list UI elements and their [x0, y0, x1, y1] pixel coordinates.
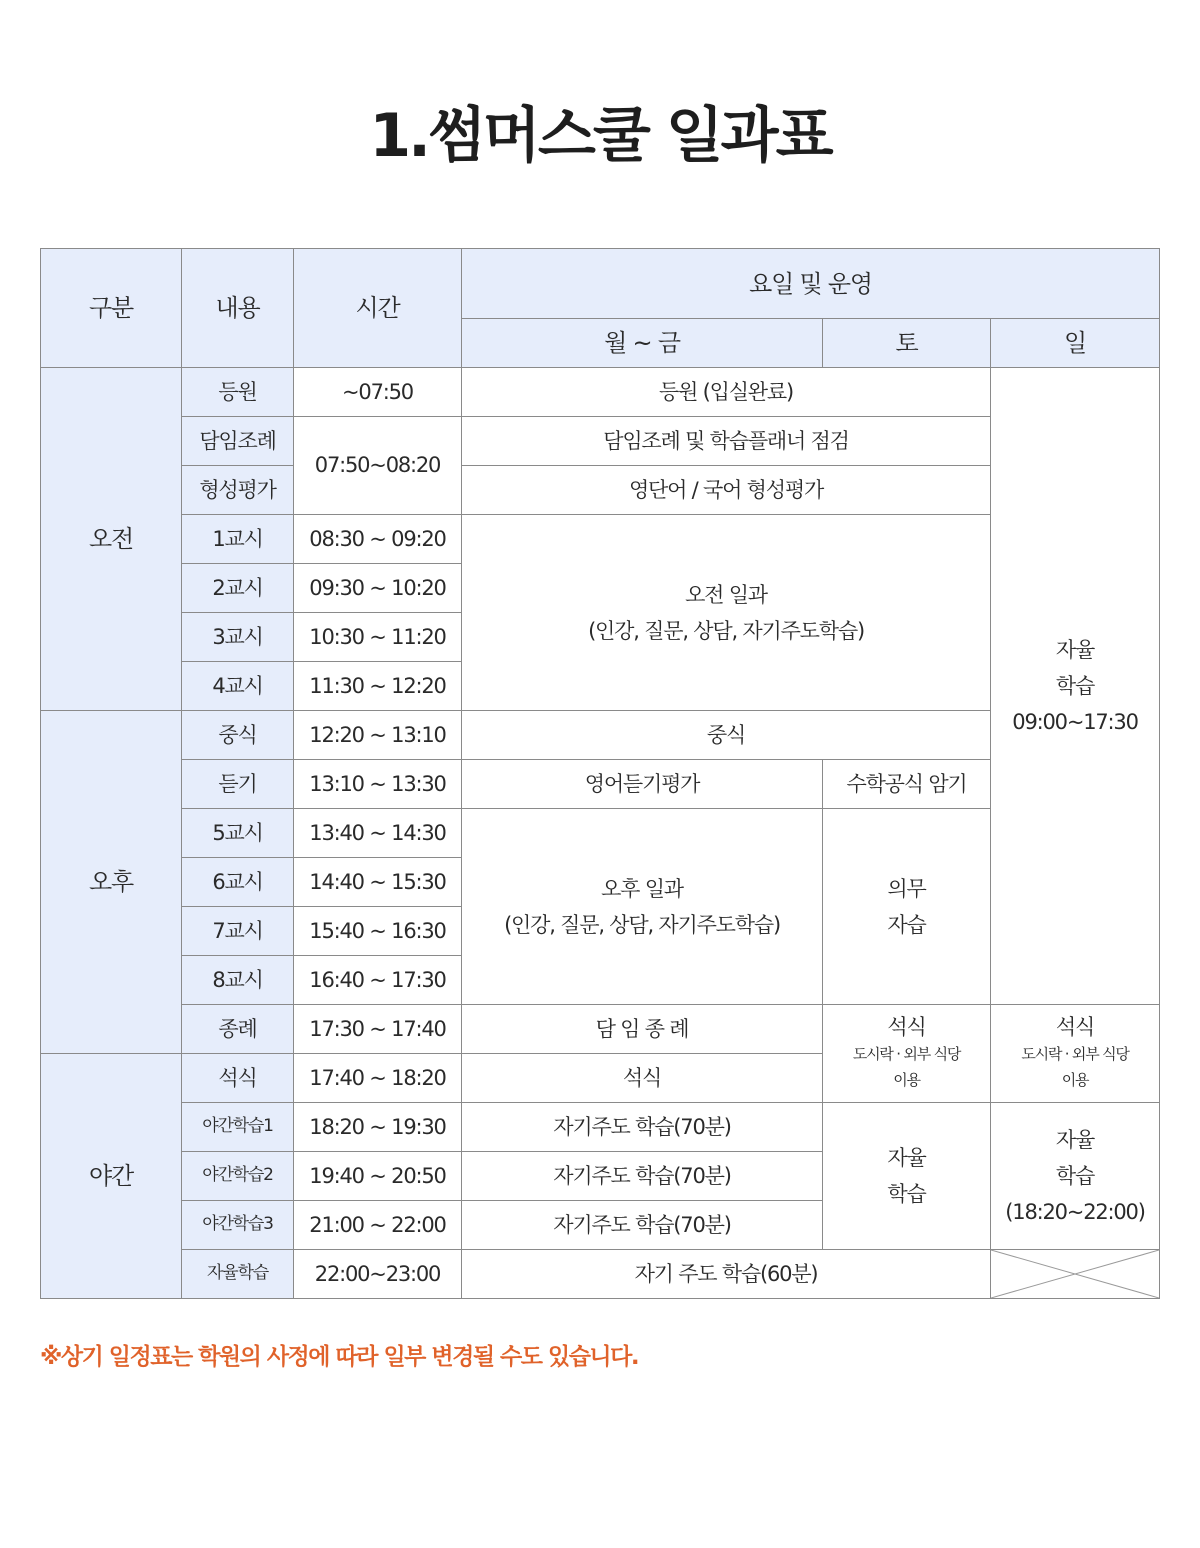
time-cell: 09:30 ~ 10:20: [294, 564, 462, 613]
content-cell: 야간학습1: [182, 1103, 294, 1152]
cell-arrival: 등원 (입실완료): [462, 368, 991, 417]
cell-afternoon-routine: [462, 809, 823, 1005]
disclaimer-note: ※상기 일정표는 학원의 사정에 따라 일부 변경될 수도 있습니다.: [40, 1344, 639, 1370]
cell-math: 수학공식 암기: [823, 760, 991, 809]
content-cell: 4교시: [182, 662, 294, 711]
sat-dinner-line-2: 도시락 · 외부 식당: [852, 1044, 961, 1063]
time-cell: 17:40 ~ 18:20: [294, 1054, 462, 1103]
content-cell: 8교시: [182, 956, 294, 1005]
content-cell: 7교시: [182, 907, 294, 956]
mandatory-line-2: 자습: [887, 912, 926, 937]
content-cell: 5교시: [182, 809, 294, 858]
cell-dinner: 석식: [462, 1054, 823, 1103]
header-category: 구분: [41, 249, 182, 368]
afternoon-line-1: 오후 일과: [601, 876, 683, 901]
time-cell: ~07:50: [294, 368, 462, 417]
sun-night-line-2: 학습: [1055, 1164, 1095, 1188]
content-cell: 자율학습: [182, 1250, 294, 1299]
content-cell: 형성평가: [182, 466, 294, 515]
header-time: 시간: [294, 249, 462, 368]
sun-day-line-2: 학습: [1055, 674, 1095, 698]
content-cell: 듣기: [182, 760, 294, 809]
page-title: 1.썸머스쿨 일과표: [369, 101, 831, 171]
cell-sunday-self-study: [991, 368, 1160, 1005]
cell-night-3: 자기주도 학습(70분): [462, 1201, 823, 1250]
cell-lunch: 중식: [462, 711, 991, 760]
content-cell: 6교시: [182, 858, 294, 907]
cell-night-1: 자기주도 학습(70분): [462, 1103, 823, 1152]
cell-sat-self-study: [823, 1103, 991, 1250]
section-morning: 오전: [41, 368, 182, 711]
header-content: 내용: [182, 249, 294, 368]
sun-day-line-3: 09:00~17:30: [1012, 710, 1138, 734]
time-cell: 19:40 ~ 20:50: [294, 1152, 462, 1201]
time-cell: 12:20 ~ 13:10: [294, 711, 462, 760]
sun-dinner-line-1: 석식: [1055, 1015, 1095, 1040]
header-sunday: 일: [991, 319, 1160, 368]
time-cell: 15:40 ~ 16:30: [294, 907, 462, 956]
cell-night-2: 자기주도 학습(70분): [462, 1152, 823, 1201]
time-cell: 22:00~23:00: [294, 1250, 462, 1299]
sat-self-line-1: 자율: [887, 1146, 926, 1170]
afternoon-line-2: (인강, 질문, 상담, 자기주도학습): [504, 912, 780, 937]
header-saturday: 토: [823, 319, 991, 368]
cell-closing: 담 임 종 례: [462, 1005, 823, 1054]
cell-sat-dinner: [823, 1005, 991, 1103]
cell-sun-dinner: [991, 1005, 1160, 1103]
time-cell: 21:00 ~ 22:00: [294, 1201, 462, 1250]
time-cell: 14:40 ~ 15:30: [294, 858, 462, 907]
time-cell: 11:30 ~ 12:20: [294, 662, 462, 711]
sat-dinner-line-1: 석식: [887, 1015, 926, 1040]
mandatory-line-1: 의무: [887, 876, 926, 901]
content-cell: 석식: [182, 1054, 294, 1103]
header-days-group: 요일 및 운영: [462, 249, 1160, 319]
time-cell: 07:50~08:20: [294, 417, 462, 515]
time-cell: 13:40 ~ 14:30: [294, 809, 462, 858]
content-cell: 담임조례: [182, 417, 294, 466]
empty-crossed-cell: [991, 1250, 1160, 1299]
time-cell: 08:30 ~ 09:20: [294, 515, 462, 564]
schedule-table: [40, 248, 1160, 1299]
sun-day-line-1: 자율: [1055, 638, 1095, 662]
cell-morning-routine: [462, 515, 991, 711]
time-cell: 17:30 ~ 17:40: [294, 1005, 462, 1054]
sat-dinner-line-3: 이용: [893, 1070, 920, 1089]
content-cell: 종례: [182, 1005, 294, 1054]
sun-night-line-1: 자율: [1055, 1128, 1095, 1152]
cross-mark-icon: [991, 1250, 1159, 1298]
sun-dinner-line-2: 도시락 · 외부 식당: [1021, 1044, 1129, 1063]
section-night: 야간: [41, 1054, 182, 1299]
time-cell: 13:10 ~ 13:30: [294, 760, 462, 809]
content-cell: 야간학습3: [182, 1201, 294, 1250]
section-afternoon: 오후: [41, 711, 182, 1054]
header-weekday: 월 ~ 금: [462, 319, 823, 368]
morning-line-1: 오전 일과: [685, 582, 767, 607]
content-cell: 2교시: [182, 564, 294, 613]
content-cell: 등원: [182, 368, 294, 417]
sun-dinner-line-3: 이용: [1061, 1070, 1089, 1089]
content-cell: 3교시: [182, 613, 294, 662]
cell-homeroom: 담임조례 및 학습플래너 점검: [462, 417, 991, 466]
cell-listening: 영어듣기평가: [462, 760, 823, 809]
content-cell: 1교시: [182, 515, 294, 564]
morning-line-2: (인강, 질문, 상담, 자기주도학습): [588, 618, 864, 643]
sun-night-line-3: (18:20~22:00): [1005, 1200, 1145, 1224]
time-cell: 16:40 ~ 17:30: [294, 956, 462, 1005]
cell-mandatory-study: [823, 809, 991, 1005]
time-cell: 18:20 ~ 19:30: [294, 1103, 462, 1152]
content-cell: 야간학습2: [182, 1152, 294, 1201]
cell-sun-night-study: [991, 1103, 1160, 1250]
content-cell: 중식: [182, 711, 294, 760]
cell-formative: 영단어 / 국어 형성평가: [462, 466, 991, 515]
time-cell: 10:30 ~ 11:20: [294, 613, 462, 662]
cell-self-study: 자기 주도 학습(60분): [462, 1250, 991, 1299]
sat-self-line-2: 학습: [887, 1182, 926, 1206]
